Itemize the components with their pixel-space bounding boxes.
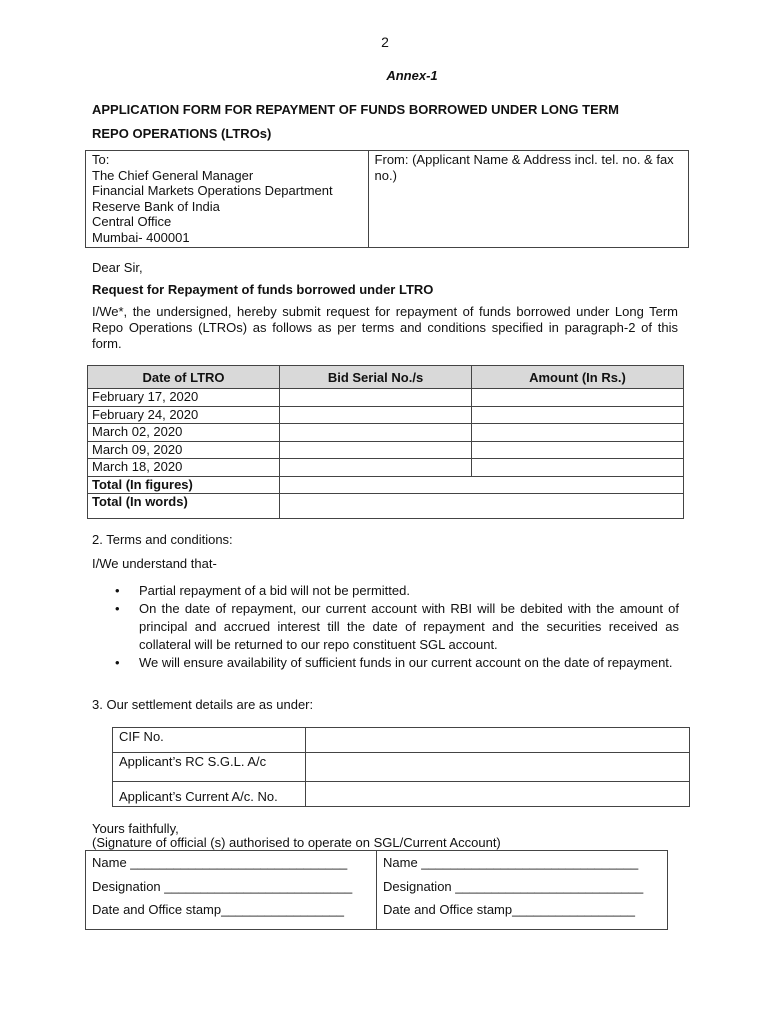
ltro-date: March 02, 2020	[88, 424, 280, 442]
list-item	[115, 654, 679, 672]
address-table	[85, 150, 689, 248]
bullet-icon: •	[115, 655, 120, 670]
total-words-row	[88, 494, 684, 519]
ltro-date: February 24, 2020	[88, 406, 280, 424]
annex-label: Annex-1	[386, 68, 438, 83]
from-applicant-cell[interactable]	[368, 151, 688, 248]
table-row	[113, 753, 690, 782]
term-text: Partial repayment of a bid will not be permitted.	[139, 583, 410, 598]
total-figures-row	[88, 476, 684, 494]
form-title-line-2: REPO OPERATIONS (LTROs)	[92, 126, 272, 141]
ltro-date: March 09, 2020	[88, 441, 280, 459]
list-item	[115, 600, 679, 654]
total-words-cell[interactable]	[280, 494, 684, 519]
from-label: From: (Applicant Name & Address incl. tel. no. & fax no.)	[374, 152, 674, 183]
sgl-account-input-cell[interactable]	[306, 753, 690, 782]
table-row	[88, 459, 684, 477]
bid-table-header	[88, 366, 684, 389]
settlement-table	[112, 727, 690, 807]
amount-cell[interactable]	[472, 424, 684, 442]
form-title-line-1: APPLICATION FORM FOR REPAYMENT OF FUNDS BORROWED UNDER LONG TERM	[92, 102, 619, 117]
name-field: Name ______________________________	[383, 855, 639, 870]
current-account-input-cell[interactable]	[306, 782, 690, 807]
closing-line: Yours faithfully,	[92, 821, 179, 836]
date-stamp-field: Date and Office stamp_________________	[383, 902, 636, 917]
bid-table	[87, 365, 684, 519]
table-row	[88, 424, 684, 442]
table-row	[88, 389, 684, 407]
bid-serial-cell[interactable]	[280, 441, 472, 459]
amount-cell[interactable]	[472, 459, 684, 477]
salutation: Dear Sir,	[92, 260, 143, 275]
header-bid-serial: Bid Serial No./s	[280, 366, 472, 389]
bid-serial-cell[interactable]	[280, 424, 472, 442]
total-words-label: Total (In words)	[88, 494, 280, 519]
amount-cell[interactable]	[472, 441, 684, 459]
signature-table	[85, 850, 668, 930]
signatory-1-cell[interactable]	[86, 851, 377, 930]
settlement-heading: 3. Our settlement details are as under:	[92, 697, 314, 712]
name-field: Name ______________________________	[92, 855, 348, 870]
term-text: We will ensure availability of sufficient funds in our current account on the date of repayment.	[139, 655, 673, 670]
sgl-account-label: Applicant’s RC S.G.L. A/c	[113, 753, 306, 782]
bullet-icon: •	[115, 583, 120, 598]
total-figures-cell[interactable]	[280, 476, 684, 494]
date-stamp-field: Date and Office stamp_________________	[92, 902, 345, 917]
page-number: 2	[381, 34, 389, 50]
cif-input-cell[interactable]	[306, 728, 690, 753]
ltro-date: February 17, 2020	[88, 389, 280, 407]
terms-list	[115, 582, 679, 672]
subject-line: Request for Repayment of funds borrowed under LTRO	[92, 282, 434, 297]
signatory-2-cell[interactable]	[377, 851, 668, 930]
designation-field: Designation __________________________	[92, 878, 353, 894]
to-line: The Chief General Manager	[92, 167, 254, 183]
bullet-icon: •	[115, 601, 120, 616]
bid-serial-cell[interactable]	[280, 459, 472, 477]
terms-heading: 2. Terms and conditions:	[92, 532, 233, 547]
amount-cell[interactable]	[472, 406, 684, 424]
table-row	[88, 441, 684, 459]
table-row	[113, 728, 690, 753]
to-line: Central Office	[92, 214, 172, 230]
understand-line: I/We understand that-	[92, 556, 217, 571]
designation-field: Designation __________________________	[383, 878, 644, 894]
ltro-date: March 18, 2020	[88, 459, 280, 477]
signature-caption: (Signature of official (s) authorised to operate on SGL/Current Account)	[92, 835, 501, 850]
current-account-label: Applicant’s Current A/c. No.	[113, 782, 306, 807]
to-line: Reserve Bank of India	[92, 198, 220, 214]
term-text: On the date of repayment, our current account with RBI will be debited with the amount of principal and accrued interest till the date of repayment and the securities received as collateral will be returned to our repo constituent SGL account.	[139, 601, 679, 652]
intro-paragraph: I/We*, the undersigned, hereby submit request for repayment of funds borrowed under Long Term Repo Operations (LTROs) as follows as per terms and conditions specified in paragraph-2 of this form.	[92, 304, 678, 351]
cif-label: CIF No.	[113, 728, 306, 753]
header-date: Date of LTRO	[88, 366, 280, 389]
total-figures-label: Total (In figures)	[88, 476, 280, 494]
to-line: Mumbai- 400001	[92, 229, 190, 245]
to-line: Financial Markets Operations Department	[92, 183, 333, 199]
to-line: To:	[92, 152, 110, 167]
header-amount: Amount (In Rs.)	[472, 366, 684, 389]
table-row	[88, 406, 684, 424]
table-row	[113, 782, 690, 807]
bid-serial-cell[interactable]	[280, 406, 472, 424]
amount-cell[interactable]	[472, 389, 684, 407]
list-item	[115, 582, 679, 600]
bid-serial-cell[interactable]	[280, 389, 472, 407]
to-address-cell	[86, 151, 369, 248]
